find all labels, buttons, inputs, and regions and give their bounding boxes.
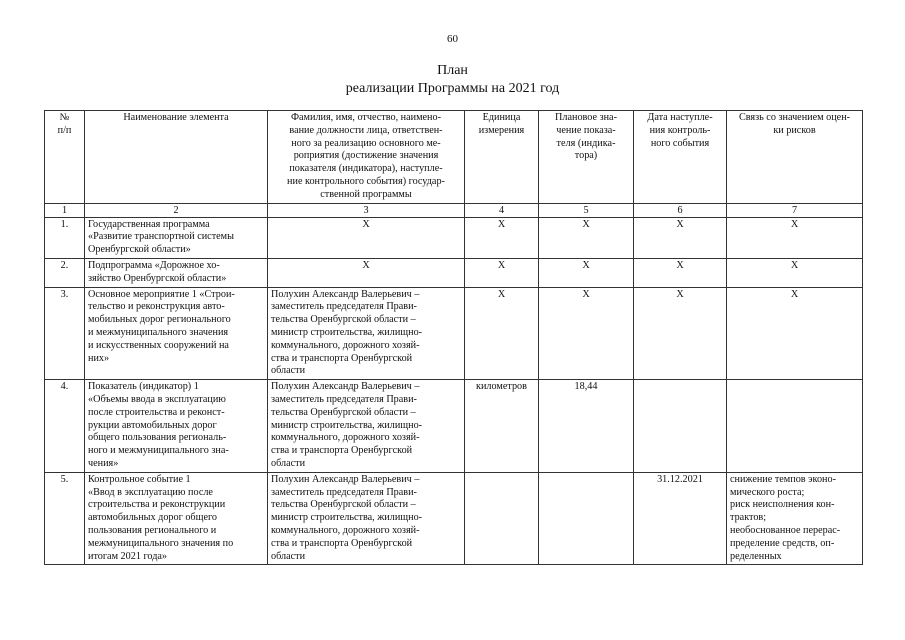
column-number: 3 (268, 203, 465, 217)
unit-cell: километров (465, 380, 539, 473)
column-header-line: тора) (574, 150, 598, 162)
risk-link-line: мического роста; (730, 486, 805, 498)
column-number: 2 (85, 203, 268, 217)
responsible-person-cell (268, 217, 465, 258)
responsible-person-line: ства и транспорта Оренбургской (271, 537, 413, 549)
element-name-cell (85, 287, 268, 380)
title-line-2: реализации Программы на 2021 год (345, 81, 560, 96)
event-date-cell: Х (634, 258, 727, 287)
element-name-line: «Ввод в эксплуатацию после (88, 486, 213, 498)
event-date-cell: Х (634, 217, 727, 258)
column-header-line: ние контрольного события) государ- (287, 175, 445, 187)
element-name-line: Показатель (индикатор) 1 (88, 381, 199, 393)
unit-cell (465, 472, 539, 565)
page-number: 60 (447, 33, 458, 45)
column-header-3 (268, 111, 465, 204)
responsible-person-line: Полухин Александр Валерьевич – (271, 288, 420, 300)
column-header-line: № (59, 112, 70, 123)
column-number: 1 (45, 203, 85, 217)
responsible-person-line: ства и транспорта Оренбургской (271, 445, 413, 457)
responsible-person-line: Полухин Александр Валерьевич – (271, 381, 420, 393)
element-name-line: Контрольное событие 1 (88, 473, 191, 485)
risk-link-line: Х (790, 259, 799, 271)
column-header-line: роприятия (достижение значения (293, 150, 439, 162)
column-header-line: ки рисков (773, 124, 816, 136)
responsible-person-line: заместитель председателя Прави- (271, 301, 417, 313)
column-header-line: Дата наступле- (647, 112, 713, 123)
responsible-person-line: области (271, 457, 306, 469)
column-header-7 (727, 111, 863, 204)
event-date-cell: Х (634, 287, 727, 380)
element-name-line: Основное мероприятие 1 «Строи- (88, 288, 235, 300)
responsible-person-line: коммунального, дорожного хозяй- (271, 524, 420, 536)
column-header-line: ного за реализацию основного ме- (291, 137, 441, 149)
element-name-cell (85, 258, 268, 287)
event-date-cell: 31.12.2021 (634, 472, 727, 565)
plan-value-cell: 18,44 (539, 380, 634, 473)
table-row (45, 217, 863, 258)
responsible-person-cell (268, 380, 465, 473)
column-header-line: измерения (478, 124, 525, 136)
risk-link-cell (727, 287, 863, 380)
column-header-6 (634, 111, 727, 204)
risk-link-line: необоснованное перерас- (730, 524, 841, 536)
column-header-5 (539, 111, 634, 204)
risk-link-line: пределение средств, оп- (730, 537, 835, 549)
responsible-person-line: Х (362, 218, 370, 230)
unit-cell: Х (465, 258, 539, 287)
row-number-cell: 2. (45, 258, 85, 287)
column-header-line: показателя (индикатора), наступле- (289, 163, 443, 175)
table-body (45, 217, 863, 565)
element-name-line: пользования регионального и (88, 524, 217, 536)
responsible-person-line: Полухин Александр Валерьевич – (271, 473, 420, 485)
element-name-line: Подпрограмма «Дорожное хо- (88, 259, 220, 271)
element-name-line: ного и межмуниципального зна- (88, 445, 229, 457)
risk-link-line: трактов; (730, 512, 767, 524)
element-name-line: Государственная программа (88, 218, 210, 230)
responsible-person-line: области (271, 365, 306, 377)
column-header-line: Связь со значением оцен- (738, 112, 851, 123)
column-header-line: Плановое зна- (555, 112, 617, 123)
plan-value-cell: Х (539, 258, 634, 287)
responsible-person-cell (268, 287, 465, 380)
responsible-person-line: тельства Оренбургской области – (271, 406, 416, 418)
element-name-line: зяйство Оренбургской области» (88, 272, 227, 284)
risk-link-cell (727, 217, 863, 258)
element-name-line: «Развитие транспортной системы (88, 231, 234, 243)
element-name-line: них» (88, 352, 110, 364)
element-name-cell (85, 472, 268, 565)
row-number-cell: 1. (45, 217, 85, 258)
risk-link-cell (727, 380, 863, 473)
element-name-line: чения» (88, 457, 119, 469)
element-name-line: и межмуниципального значения (88, 326, 229, 338)
column-number: 7 (727, 203, 863, 217)
element-name-line: межмуниципального значения по (88, 537, 234, 549)
element-name-line: «Объемы ввода в эксплуатацию (88, 393, 226, 405)
responsible-person-line: ства и транспорта Оренбургской (271, 352, 413, 364)
plan-value-cell (539, 472, 634, 565)
element-name-line: и искусственных сооружений на (88, 339, 229, 351)
row-number-cell: 5. (45, 472, 85, 565)
responsible-person-line: министр строительства, жилищно- (271, 326, 423, 338)
column-header-line: теля (индика- (556, 137, 616, 149)
risk-link-line: Х (790, 218, 799, 230)
responsible-person-line: министр строительства, жилищно- (271, 512, 423, 524)
column-number: 5 (539, 203, 634, 217)
table-row (45, 380, 863, 473)
responsible-person-cell (268, 472, 465, 565)
element-name-cell (85, 217, 268, 258)
document-title (0, 62, 905, 98)
row-number-cell: 4. (45, 380, 85, 473)
element-name-line: тельство и реконструкция авто- (88, 301, 225, 313)
risk-link-line: ределенных (730, 550, 782, 562)
title-line-1: План (437, 63, 468, 78)
table-row (45, 258, 863, 287)
column-header-line: Фамилия, имя, отчество, наимено- (290, 112, 441, 123)
risk-link-line: риск неисполнения кон- (730, 499, 835, 511)
column-header-2 (85, 111, 268, 204)
responsible-person-line: коммунального, дорожного хозяй- (271, 432, 420, 444)
event-date-cell (634, 380, 727, 473)
element-name-line: мобильных дорог регионального (88, 314, 231, 326)
responsible-person-line: тельства Оренбургской области – (271, 314, 416, 326)
header-row (45, 111, 863, 204)
unit-cell: Х (465, 287, 539, 380)
column-header-4 (465, 111, 539, 204)
element-name-line: Оренбургской области» (88, 244, 191, 256)
column-number: 4 (465, 203, 539, 217)
plan-value-cell: Х (539, 287, 634, 380)
responsible-person-line: Х (362, 259, 370, 271)
column-header-line: чение показа- (556, 124, 616, 136)
column-header-line: п/п (57, 124, 72, 136)
element-name-line: строительства и реконструкции (88, 499, 226, 511)
responsible-person-line: области (271, 550, 306, 562)
row-number-cell: 3. (45, 287, 85, 380)
column-header-line: вание должности лица, ответствен- (289, 124, 443, 136)
element-name-line: общего пользования региональ- (88, 432, 227, 444)
table-row (45, 287, 863, 380)
responsible-person-line: министр строительства, жилищно- (271, 419, 423, 431)
responsible-person-line: заместитель председателя Прави- (271, 393, 417, 405)
risk-link-cell (727, 258, 863, 287)
element-name-line: автомобильных дорог общего (88, 512, 217, 524)
risk-link-line: Х (790, 288, 799, 300)
column-header-line: ственной программы (320, 188, 412, 200)
plan-table (44, 110, 863, 565)
responsible-person-cell (268, 258, 465, 287)
column-number-row (45, 203, 863, 217)
column-header-1 (45, 111, 85, 204)
plan-value-cell: Х (539, 217, 634, 258)
column-header-line: Наименование элемента (123, 112, 229, 123)
element-name-line: рукции автомобильных дорог (88, 419, 217, 431)
responsible-person-line: заместитель председателя Прави- (271, 486, 417, 498)
column-header-line: ния контроль- (649, 124, 711, 136)
element-name-line: итогам 2021 года» (88, 550, 168, 562)
responsible-person-line: тельства Оренбургской области – (271, 499, 416, 511)
element-name-line: после строительства и реконст- (88, 406, 225, 418)
column-number: 6 (634, 203, 727, 217)
risk-link-cell (727, 472, 863, 565)
column-header-line: ного события (650, 137, 710, 149)
risk-link-line: снижение темпов эконо- (730, 473, 836, 485)
column-header-line: Единица (482, 112, 521, 123)
element-name-cell (85, 380, 268, 473)
unit-cell: Х (465, 217, 539, 258)
responsible-person-line: коммунального, дорожного хозяй- (271, 339, 420, 351)
table-row (45, 472, 863, 565)
